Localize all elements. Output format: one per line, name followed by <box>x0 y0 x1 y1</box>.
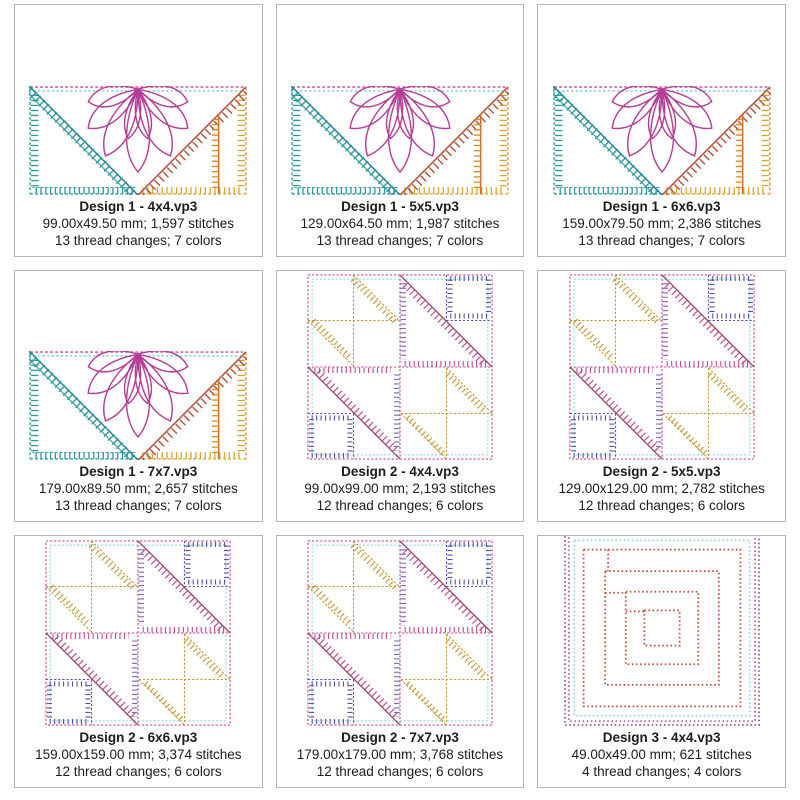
design-1-border-flower-preview <box>553 86 771 195</box>
design-size-stitches: 49.00x49.00 mm; 621 stitches <box>571 747 752 762</box>
design-card <box>537 270 786 523</box>
design-size-stitches: 179.00x179.00 mm; 3,768 stitches <box>296 747 504 762</box>
design-title: Design 1 - 7x7.vp3 <box>79 464 198 480</box>
design-card <box>14 4 263 257</box>
design-2-quilt-block-preview <box>45 540 231 726</box>
design-title: Design 2 - 5x5.vp3 <box>602 464 721 480</box>
design-title: Design 1 - 6x6.vp3 <box>602 198 721 214</box>
design-caption <box>295 726 505 787</box>
design-title: Design 1 - 5x5.vp3 <box>341 198 459 214</box>
design-caption <box>37 460 240 521</box>
design-size-stitches: 159.00x79.50 mm; 2,386 stitches <box>562 215 762 231</box>
design-title: Design 2 - 4x4.vp3 <box>341 464 459 480</box>
design-threads-colors: 13 thread changes; 7 colors <box>55 232 222 248</box>
design-size-stitches: 99.00x99.00 mm; 2,193 stitches <box>304 481 496 497</box>
design-card <box>537 535 786 788</box>
design-threads-colors: 13 thread changes; 7 colors <box>55 498 222 514</box>
design-threads-colors: 13 thread changes; 7 colors <box>578 232 745 248</box>
design-caption <box>299 195 502 256</box>
design-title: Design 2 - 7x7.vp3 <box>341 730 459 745</box>
design-size-stitches: 129.00x129.00 mm; 2,782 stitches <box>558 481 765 497</box>
design-title: Design 1 - 4x4.vp3 <box>79 198 198 214</box>
design-caption <box>33 726 243 787</box>
design-threads-colors: 12 thread changes; 6 colors <box>316 764 484 779</box>
design-threads-colors: 12 thread changes; 6 colors <box>578 498 745 514</box>
design-caption <box>560 195 763 256</box>
design-size-stitches: 179.00x89.50 mm; 2,657 stitches <box>38 481 238 497</box>
design-3-square-spiral-preview <box>564 535 760 726</box>
design-1-border-flower-preview <box>29 351 247 460</box>
design-2-quilt-block-preview <box>307 274 493 460</box>
design-size-stitches: 129.00x64.50 mm; 1,987 stitches <box>300 215 500 231</box>
design-card <box>276 270 525 523</box>
design-title: Design 3 - 4x4.vp3 <box>602 730 721 745</box>
design-1-border-flower-preview <box>29 86 247 195</box>
design-2-quilt-block-preview <box>307 540 493 726</box>
design-card <box>276 4 525 257</box>
design-card <box>537 4 786 257</box>
design-caption <box>556 460 766 521</box>
design-card <box>276 535 525 788</box>
design-caption <box>41 195 236 256</box>
design-caption <box>570 726 754 787</box>
design-card <box>14 270 263 523</box>
design-card <box>14 535 263 788</box>
design-1-border-flower-preview <box>291 86 509 195</box>
design-threads-colors: 12 thread changes; 6 colors <box>316 498 484 514</box>
design-threads-colors: 12 thread changes; 6 colors <box>55 764 222 779</box>
design-size-stitches: 159.00x159.00 mm; 3,374 stitches <box>35 747 242 762</box>
design-size-stitches: 99.00x49.50 mm; 1,597 stitches <box>42 215 235 231</box>
design-caption <box>302 460 497 521</box>
design-threads-colors: 13 thread changes; 7 colors <box>316 232 484 248</box>
design-threads-colors: 4 thread changes; 4 colors <box>582 764 742 779</box>
design-2-quilt-block-preview <box>569 274 755 460</box>
design-title: Design 2 - 6x6.vp3 <box>79 730 198 745</box>
